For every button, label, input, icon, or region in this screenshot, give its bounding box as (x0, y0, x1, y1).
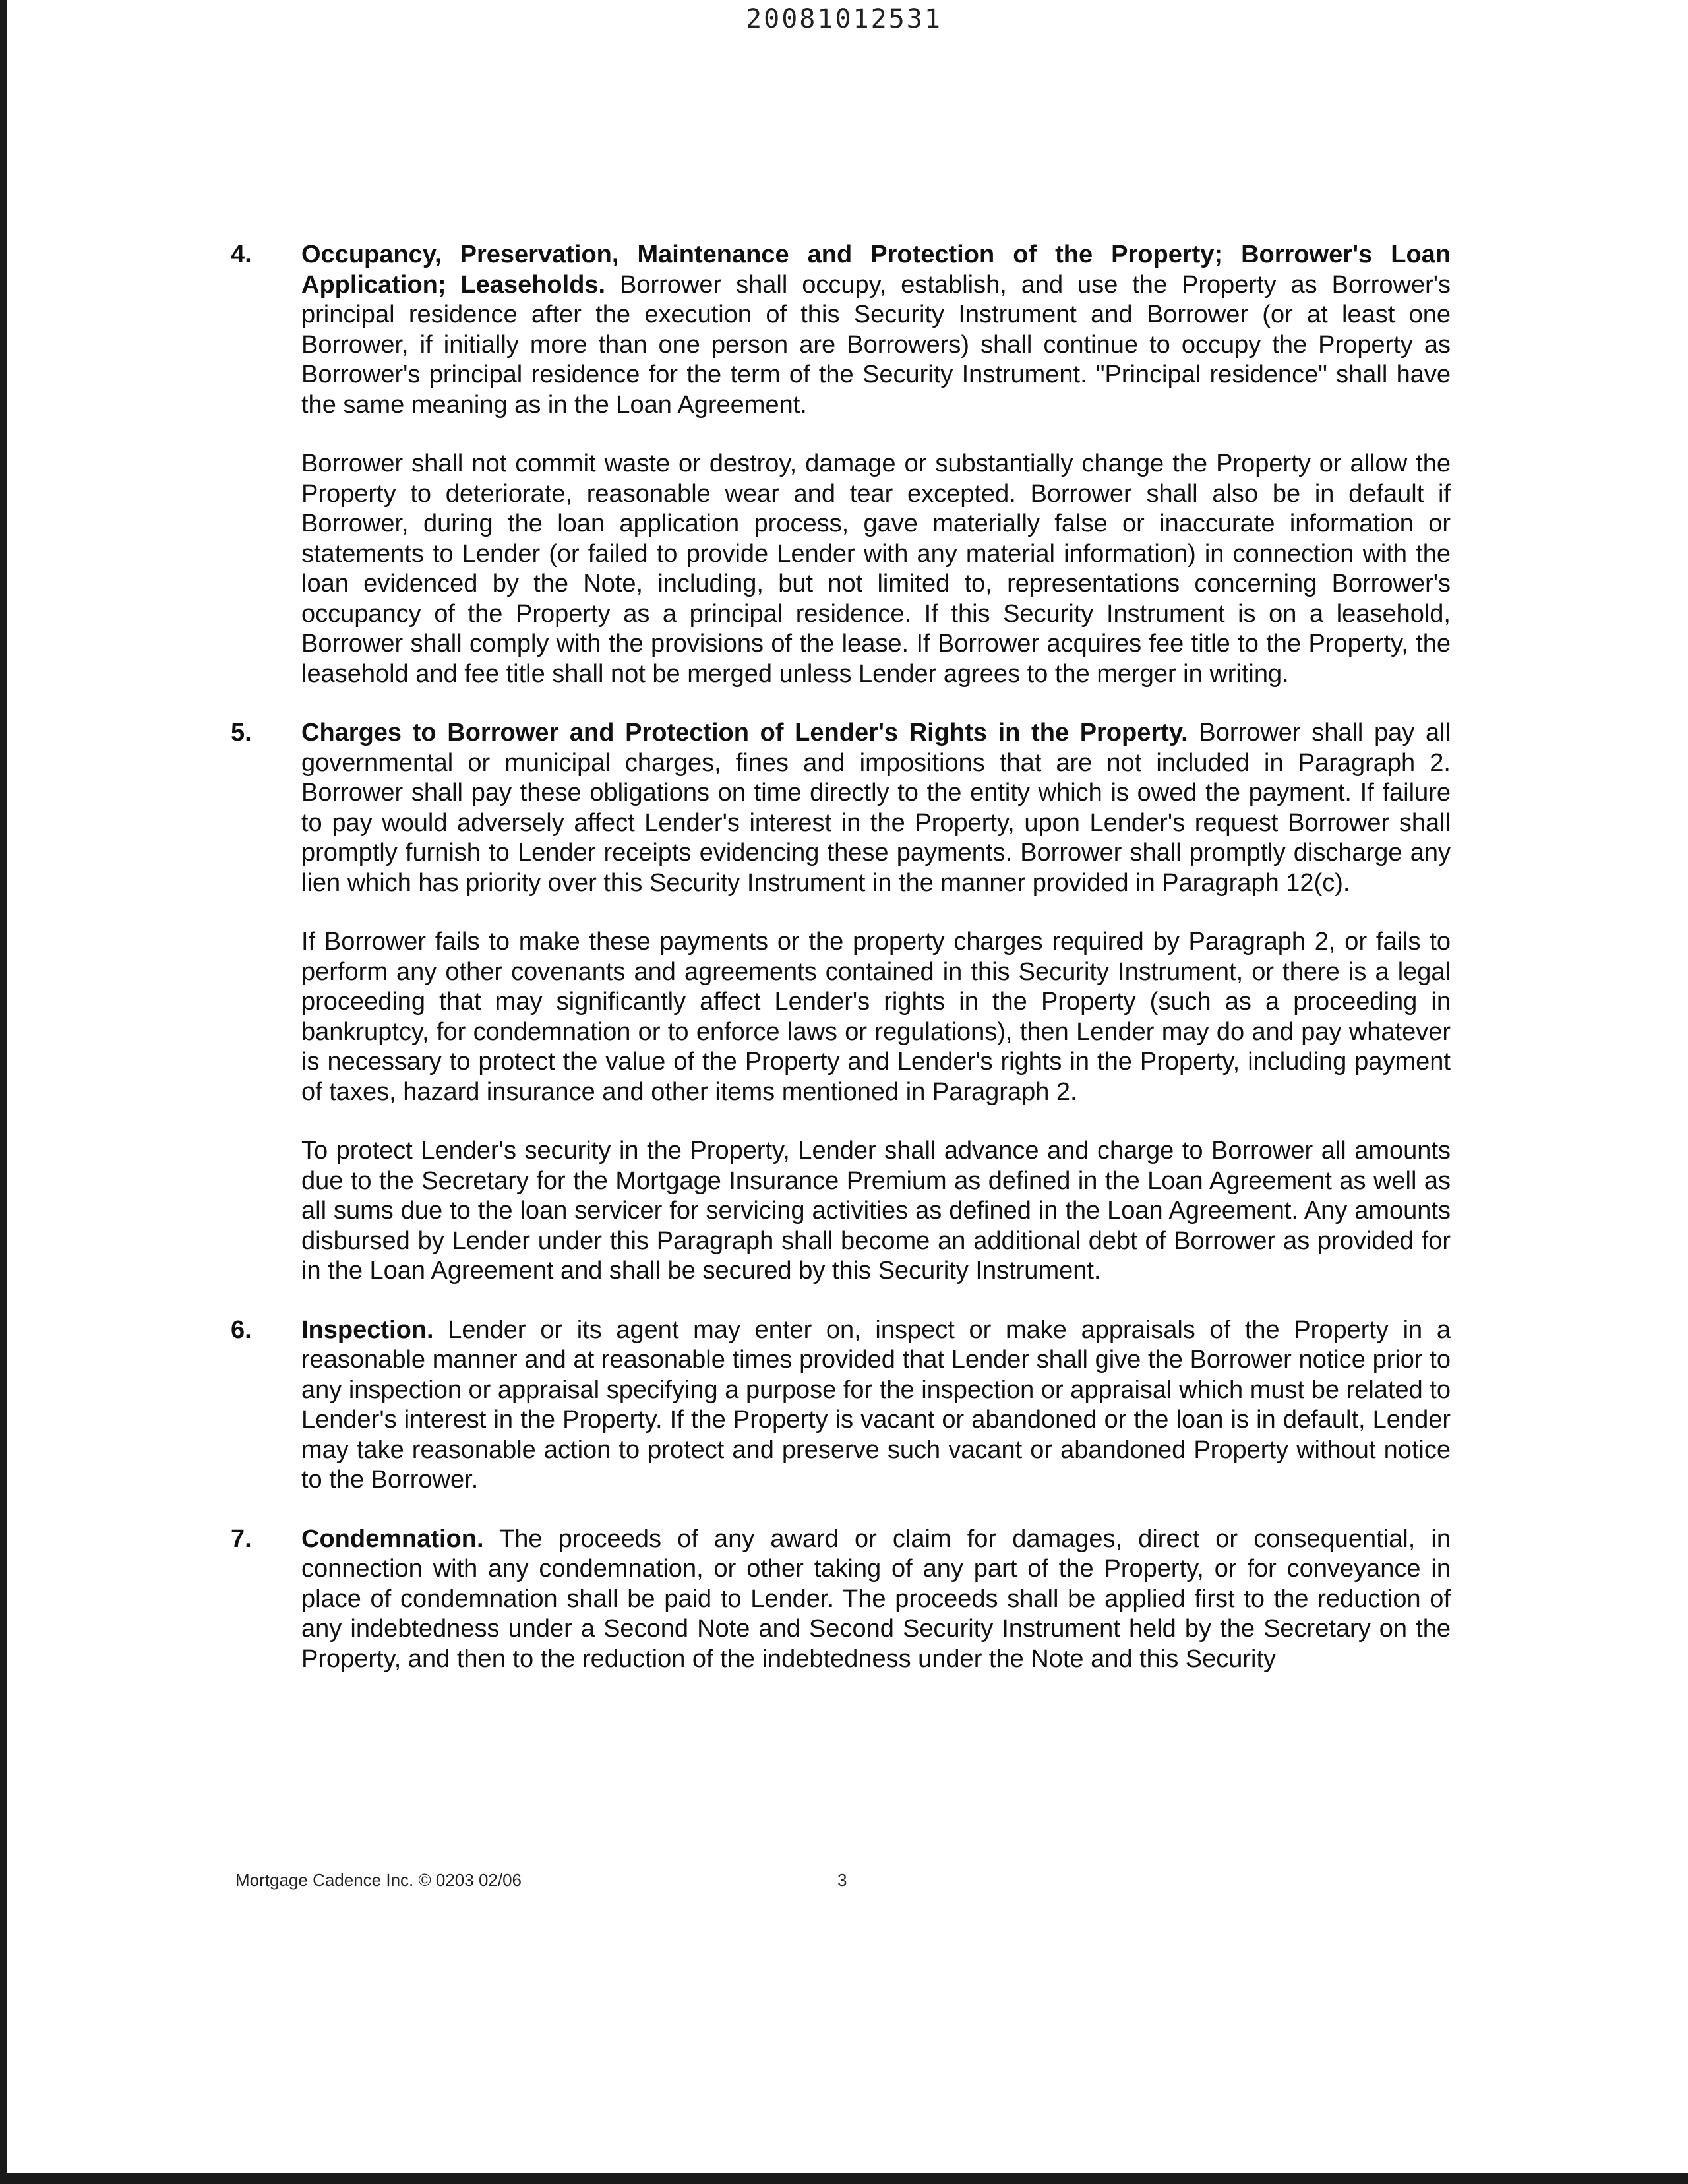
section-number: 4. (231, 241, 252, 268)
section-number: 7. (231, 1525, 252, 1553)
document-body (231, 240, 1451, 1703)
section-heading: Charges to Borrower and Protection of Lender's Rights in the Property. (301, 719, 1188, 746)
section-paragraph: If Borrower fails to make these payments or the property charges required by Paragraph 2, or fails to perform any other covenants and agreements contained in this Security Instrument, or there is a legal proceeding that may significantly affect Lender's rights in the Property (such as a proceeding in bankruptcy, for condemnation or to enforce laws or regulations), then Lender may do and pay whatever is necessary to protect the value of the Property and Lender's rights in the Property, including payment of taxes, hazard insurance and other items mentioned in Paragraph 2. (301, 928, 1451, 1106)
section-paragraph: Borrower shall not commit waste or destroy, damage or substantially change the Property or allow the Property to deteriorate, reasonable wear and tear excepted. Borrower shall also be in default if Borrower, during the loan application process, gave materially false or inaccurate information or statements to Lender (or failed to provide Lender with any material information) in connection with the loan evidenced by the Note, including, but not limited to, representations concerning Borrower's occupancy of the Property as a principal residence. If this Security Instrument is on a leasehold, Borrower shall comply with the provisions of the lease. If Borrower acquires fee title to the Property, the leasehold and fee title shall not be merged unless Lender agrees to the merger in writing. (301, 450, 1451, 688)
section-7 (231, 1525, 1451, 1675)
scan-edge-left (0, 0, 7, 2184)
document-number: 20081012531 (746, 4, 942, 34)
section-text: Borrower shall pay all governmental or municipal charges, fines and impositions that are not included in Paragraph 2. Borrower shall pay these obligations on time directly to the entity which is owed the payment. If failure to pay would adversely affect Lender's interest in the Property, upon Lender's request Borrower shall promptly furnish to Lender receipts evidencing these payments. Borrower shall promptly discharge any lien which has priority over this Security Instrument in the manner provided in Paragraph 12(c). (301, 719, 1451, 897)
section-4 (231, 240, 1451, 689)
footer-copyright: Mortgage Cadence Inc. © 0203 02/06 (235, 1870, 522, 1890)
section-text: The proceeds of any award or claim for damages, direct or consequential, in connection with any condemnation, or other taking of any part of the Property, or for conveyance in place of condemnation shall be paid to Lender. The proceeds shall be applied first to the reduction of any indebtedness under a Second Note and Second Security Instrument held by the Secretary on the Property, and then to the reduction of the indebtedness under the Note and this Security (301, 1525, 1451, 1673)
section-paragraph: To protect Lender's security in the Property, Lender shall advance and charge to Borrower all amounts due to the Secretary for the Mortgage Insurance Premium as defined in the Loan Agreement as well as all sums due to the loan servicer for servicing activities as defined in the Loan Agreement. Any amounts disbursed by Lender under this Paragraph shall become an additional debt of Borrower as provided for in the Loan Agreement and shall be secured by this Security Instrument. (301, 1137, 1451, 1285)
section-number: 5. (231, 719, 252, 746)
section-5 (231, 718, 1451, 1287)
section-heading: Inspection. (301, 1316, 434, 1344)
section-text: Lender or its agent may enter on, inspect or make appraisals of the Property in a reasonable manner and at reasonable times provided that Lender shall give the Borrower notice prior to any inspection or appraisal specifying a purpose for the inspection or appraisal which must be related to Lender's interest in the Property. If the Property is vacant or abandoned or the loan is in default, Lender may take reasonable action to protect and preserve such vacant or abandoned Property without notice to the Borrower. (301, 1316, 1451, 1494)
page-number: 3 (837, 1870, 847, 1890)
section-heading: Occupancy, Preservation, Maintenance and Protection of the Property; Borrower's Loan Application; Leaseholds. (301, 241, 1451, 299)
section-text: Borrower shall occupy, establish, and use the Property as Borrower's principal residence after the execution of this Security Instrument and Borrower (or at least one Borrower, if initially more than one person are Borrowers) shall continue to occupy the Property as Borrower's principal residence for the term of the Security Instrument. "Principal residence" shall have the same meaning as in the Loan Agreement. (301, 270, 1451, 419)
section-paragraph (301, 1316, 1451, 1496)
section-heading: Condemnation. (301, 1525, 484, 1553)
scan-edge-bottom (0, 2173, 1688, 2184)
section-paragraph (301, 718, 1451, 898)
section-paragraph (301, 1525, 1451, 1675)
section-paragraph (301, 240, 1451, 420)
section-6 (231, 1316, 1451, 1496)
section-number: 6. (231, 1316, 252, 1344)
